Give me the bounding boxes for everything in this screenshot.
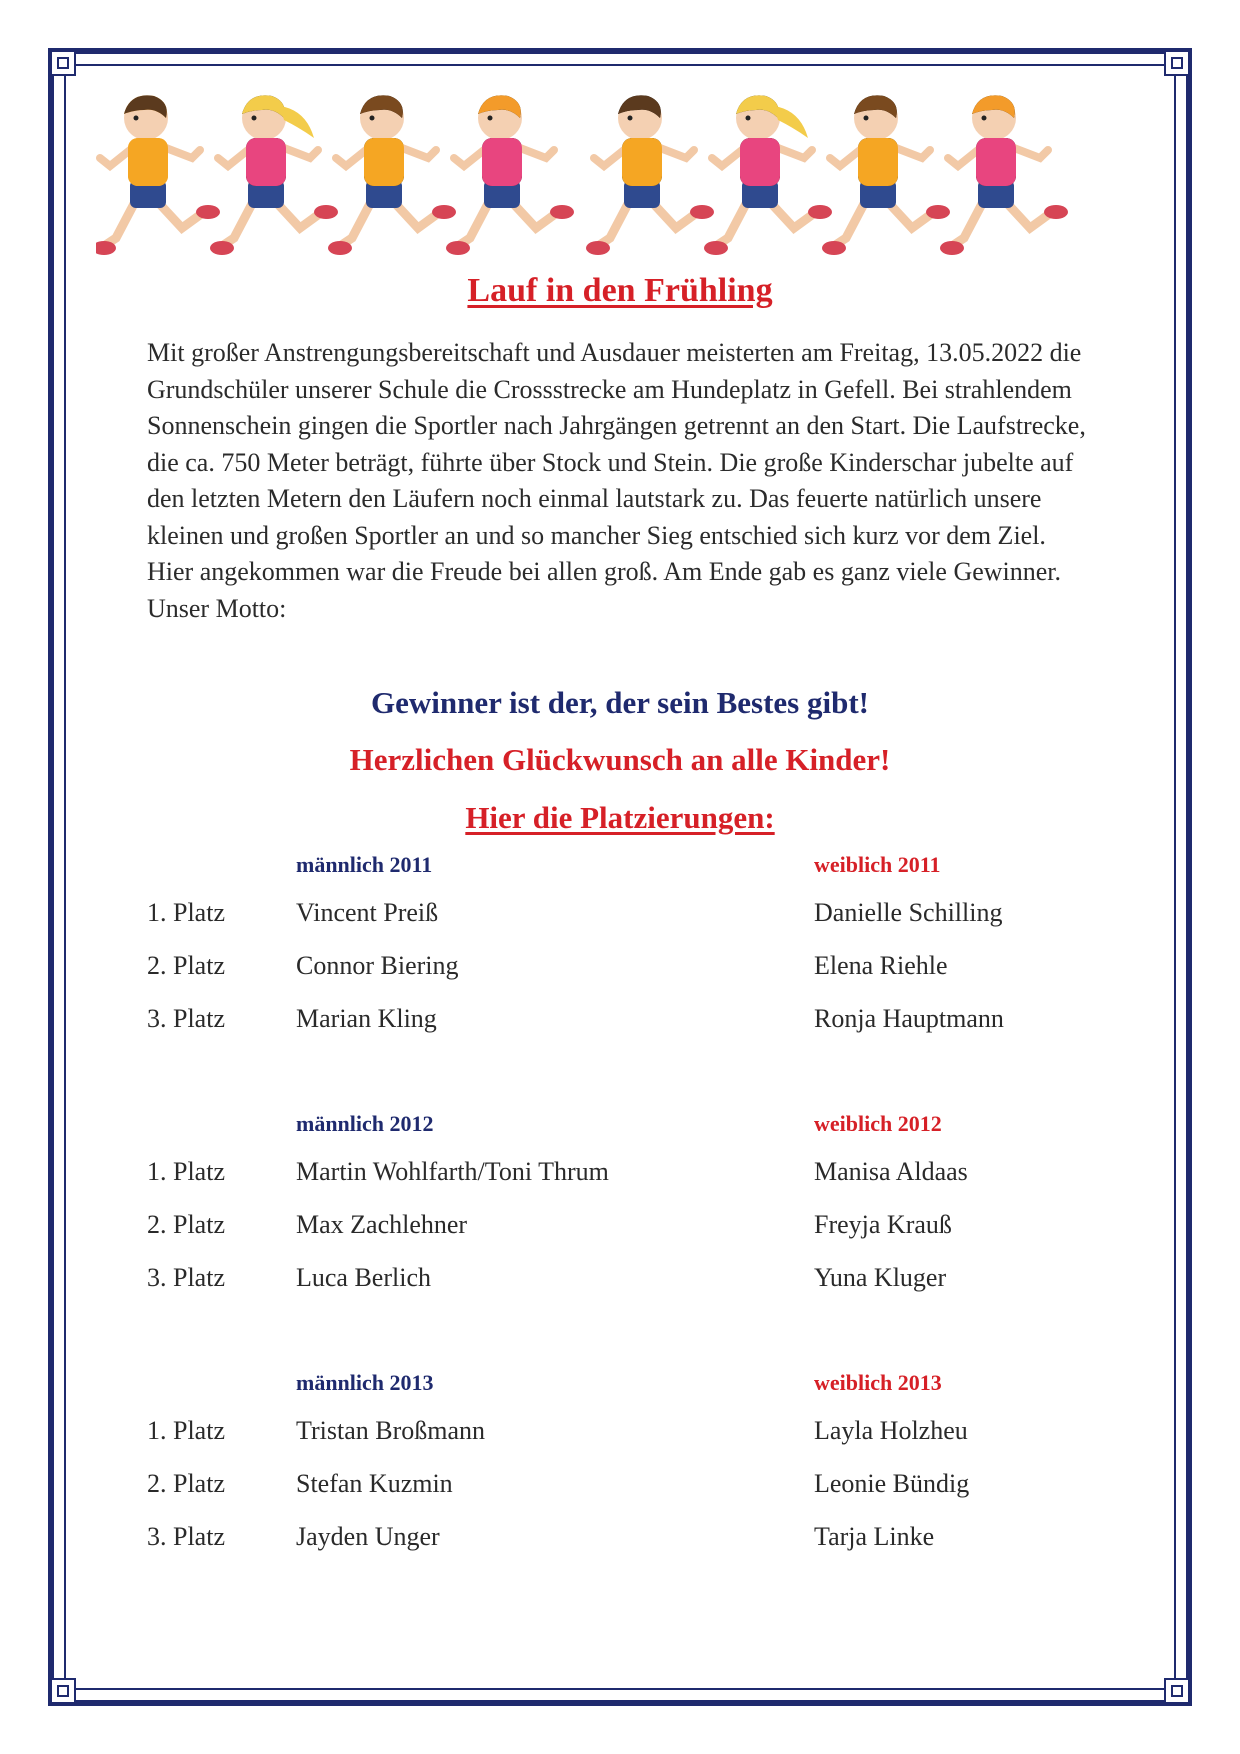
male-category-header: männlich 2013: [296, 1370, 434, 1395]
male-name: Jayden Unger: [296, 1522, 440, 1551]
results-group-2013: [0, 1370, 1240, 1590]
male-category-header: männlich 2011: [296, 852, 433, 877]
female-category-header: weiblich 2013: [814, 1370, 942, 1395]
place-label: 3. Platz: [147, 1004, 225, 1033]
result-row: [0, 1210, 1240, 1250]
female-name: Ronja Hauptmann: [814, 1004, 1004, 1033]
corner-ornament: [50, 1678, 76, 1704]
place-label: 2. Platz: [147, 1469, 225, 1498]
male-name: Martin Wohlfarth/Toni Thrum: [296, 1157, 609, 1186]
male-name: Marian Kling: [296, 1004, 437, 1033]
corner-ornament: [1164, 1678, 1190, 1704]
male-name: Connor Biering: [296, 951, 459, 980]
male-name: Luca Berlich: [296, 1263, 431, 1292]
result-row: [0, 1263, 1240, 1303]
male-category-header: männlich 2012: [296, 1111, 434, 1136]
place-label: 2. Platz: [147, 1210, 225, 1239]
results-group-2011: [0, 852, 1240, 1072]
corner-ornament: [1164, 50, 1190, 76]
place-label: 3. Platz: [147, 1522, 225, 1551]
female-name: Freyja Krauß: [814, 1210, 952, 1239]
results-heading: Hier die Platzierungen:: [465, 800, 775, 835]
result-row: [0, 951, 1240, 991]
male-name: Stefan Kuzmin: [296, 1469, 453, 1498]
female-name: Danielle Schilling: [814, 898, 1003, 927]
congratulations: Herzlichen Glückwunsch an alle Kinder!: [349, 742, 891, 777]
result-row: [0, 1157, 1240, 1197]
male-name: Vincent Preiß: [296, 898, 439, 927]
result-row: [0, 1004, 1240, 1044]
male-name: Max Zachlehner: [296, 1210, 468, 1239]
motto: Gewinner ist der, der sein Bestes gibt!: [371, 685, 869, 720]
result-row: [0, 1416, 1240, 1456]
female-category-header: weiblich 2012: [814, 1111, 942, 1136]
place-label: 1. Platz: [147, 898, 225, 927]
female-name: Yuna Kluger: [814, 1263, 947, 1292]
results-group-2012: [0, 1111, 1240, 1331]
female-name: Manisa Aldaas: [814, 1157, 968, 1186]
corner-ornament: [50, 50, 76, 76]
running-children-illustration: [96, 88, 1144, 264]
female-name: Layla Holzheu: [814, 1416, 968, 1445]
place-label: 1. Platz: [147, 1416, 225, 1445]
female-category-header: weiblich 2011: [814, 852, 941, 877]
intro-paragraph: Mit großer Anstrengungsbereitschaft und Ausdauer meisterten am Freitag, 13.05.2022 die Grundschüler unserer Schule die Crossstrecke am Hundeplatz in Gefell. Bei strahlendem Sonnenschein gingen die Sportler nach Jahrgängen getrennt an den Start. Die Laufstrecke, die ca. 750 Meter beträgt, führte über Stock und Stein. Die große Kinderschar jubelte auf den letzten Metern den Läufern noch einmal lautstark zu. Das feuerte natürlich unsere kleinen und großen Sportler an und so mancher Sieg entschied sich kurz vor dem Ziel. Hier angekommen war die Freude bei allen groß. Am Ende gab es ganz viele Gewinner. Unser Motto:: [147, 338, 1086, 623]
female-name: Elena Riehle: [814, 951, 948, 980]
result-row: [0, 1469, 1240, 1509]
page-title: Lauf in den Frühling: [467, 272, 773, 309]
female-name: Leonie Bündig: [814, 1469, 970, 1498]
place-label: 3. Platz: [147, 1263, 225, 1292]
female-name: Tarja Linke: [814, 1522, 935, 1551]
male-name: Tristan Broßmann: [296, 1416, 485, 1445]
result-row: [0, 898, 1240, 938]
place-label: 2. Platz: [147, 951, 225, 980]
place-label: 1. Platz: [147, 1157, 225, 1186]
result-row: [0, 1522, 1240, 1562]
